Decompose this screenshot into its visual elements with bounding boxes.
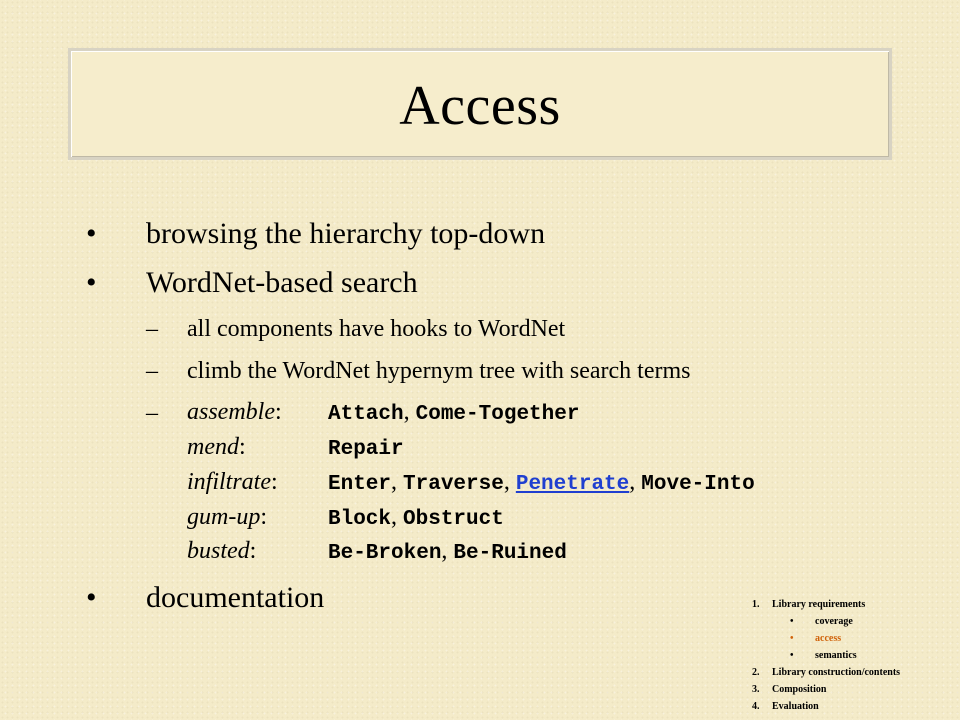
dash-mark: –: [146, 358, 158, 384]
dash-mark: –: [146, 400, 158, 426]
outline-item-label: Library requirements: [772, 599, 866, 610]
synset-name: Be-Broken: [328, 542, 442, 565]
outline-item-library-requirements: [752, 596, 958, 613]
dash-mark: –: [146, 316, 158, 342]
outline-item-label: access: [815, 633, 842, 644]
outline-item-label: semantics: [815, 650, 857, 661]
synset-separator: ,: [403, 399, 416, 425]
outline-item-number: 4.: [752, 701, 760, 712]
synset-name: Traverse: [403, 473, 504, 496]
outline-item-coverage: [752, 613, 958, 630]
bullet-mark: •: [86, 217, 97, 250]
synset-name: Enter: [328, 473, 392, 496]
slide-title: Access: [399, 75, 561, 137]
english-verb: assemble: [187, 399, 275, 425]
outline-item-number: •: [790, 650, 794, 661]
synset-name: Block: [328, 508, 392, 531]
outline-item-number: 2.: [752, 667, 760, 678]
verb-separator: :: [260, 504, 267, 530]
bullet-text: WordNet-based search: [146, 266, 418, 299]
synset-list: [328, 396, 579, 431]
synset-separator: ,: [441, 538, 454, 564]
bullet-text: documentation: [146, 581, 325, 614]
synset-link[interactable]: Penetrate: [515, 473, 630, 496]
verb-separator: :: [274, 399, 282, 425]
verb-separator: :: [238, 434, 246, 460]
bullet-mark: •: [86, 581, 97, 614]
synset-separator: ,: [629, 469, 642, 495]
mapping-line: [187, 396, 580, 428]
outline-item-label: Composition: [772, 684, 827, 695]
sub-bullet-text: all components have hooks to WordNet: [187, 316, 566, 342]
synset-list: [328, 535, 567, 570]
outline-item-evaluation: [752, 698, 958, 715]
english-verb: gum-up: [187, 504, 261, 530]
outline-item-label: Evaluation: [772, 701, 819, 712]
synset-name: Come-Together: [415, 403, 580, 426]
mapping-line: [187, 466, 755, 498]
outline-item-number: 3.: [752, 684, 760, 695]
verb-separator: :: [271, 469, 278, 495]
bullet-mark: •: [86, 266, 97, 299]
verb-separator: :: [249, 538, 257, 564]
outline-item-library-construction-contents: [752, 664, 958, 681]
sub-bullet-text: climb the WordNet hypernym tree with search terms: [187, 358, 691, 384]
synset-separator: ,: [503, 469, 516, 495]
outline-item-label: coverage: [815, 616, 853, 627]
section-outline: [752, 596, 958, 715]
mapping-line: [187, 431, 404, 463]
bullet-text: browsing the hierarchy top-down: [146, 217, 546, 250]
synset-separator: ,: [391, 469, 404, 495]
synset-separator: ,: [391, 504, 404, 530]
synset-list: [328, 466, 755, 501]
outline-item-number: •: [790, 616, 794, 627]
mapping-line: [187, 501, 504, 533]
english-verb: busted: [187, 538, 250, 564]
outline-item-composition: [752, 681, 958, 698]
outline-item-access: [752, 630, 958, 647]
synset-list: [328, 501, 504, 536]
synset-list: [328, 431, 404, 466]
outline-item-label: Library construction/contents: [772, 667, 901, 678]
synset-name: Be-Ruined: [453, 542, 567, 565]
outline-item-number: •: [790, 633, 794, 644]
synset-name: Obstruct: [403, 508, 504, 531]
title-box: [68, 48, 892, 160]
synset-name: Move-Into: [641, 473, 755, 496]
synset-name: Repair: [328, 438, 404, 461]
english-verb: mend: [187, 434, 239, 460]
english-verb: infiltrate: [187, 469, 271, 495]
synset-name: Attach: [328, 403, 404, 426]
outline-item-number: 1.: [752, 599, 760, 610]
mapping-line: [187, 535, 567, 567]
outline-item-semantics: [752, 647, 958, 664]
